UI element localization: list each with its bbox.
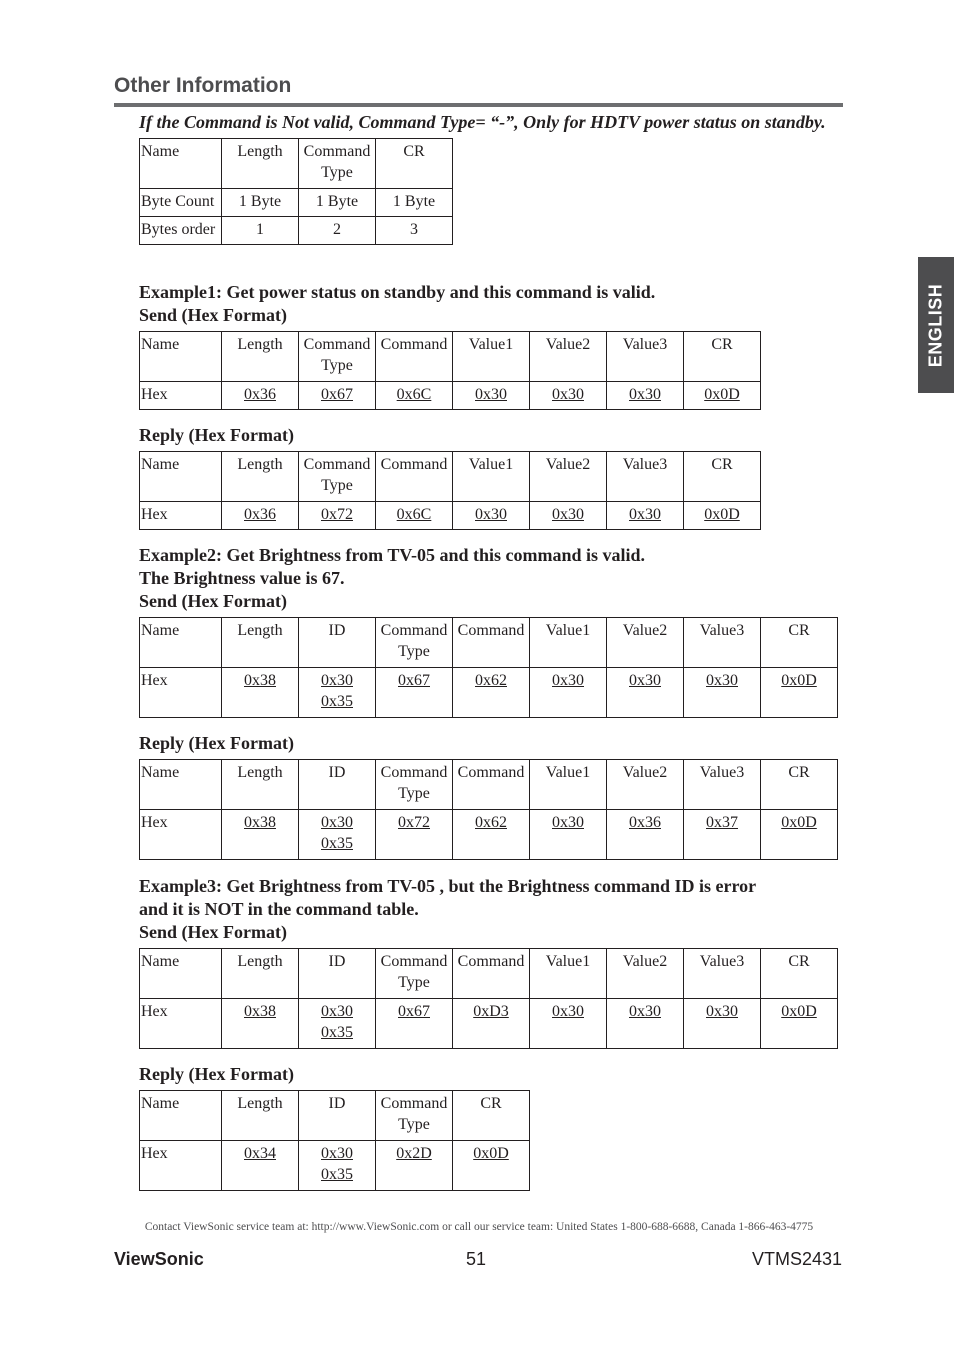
table-header-cell: ID [299, 949, 376, 999]
hex-value: 0x30 [321, 1003, 353, 1020]
hex-value: 0x38 [244, 814, 276, 831]
table-cell [453, 810, 530, 860]
hex-value: 0x30 [552, 814, 584, 831]
table-cell [376, 810, 453, 860]
table-cell [453, 502, 530, 530]
hex-value: 0x72 [321, 506, 353, 523]
table-cell [530, 999, 607, 1049]
hex-value: 0x30 [552, 386, 584, 403]
hex-value: 0x67 [398, 672, 430, 689]
table-header-cell: ID [299, 1091, 376, 1141]
example3-reply-table [139, 1090, 530, 1191]
table-header-cell: Value1 [530, 760, 607, 810]
hex-value: 0x67 [398, 1003, 430, 1020]
language-tab [918, 257, 954, 393]
table-cell [530, 502, 607, 530]
invalid-command-section [139, 111, 829, 245]
hex-value: 0x37 [706, 814, 738, 831]
table-header-cell: Name [140, 760, 222, 810]
table-header-cell: ID [299, 618, 376, 668]
hex-value: 0x30 [552, 1003, 584, 1020]
hex-value: 0x6C [396, 386, 432, 403]
table-header-cell: CR [453, 1091, 530, 1141]
table-cell [376, 668, 453, 718]
byte-order-table [139, 138, 453, 245]
table-cell [607, 502, 684, 530]
table-header-cell: Command Type [376, 949, 453, 999]
table-header-cell: Value2 [607, 760, 684, 810]
table-cell: Hex [140, 1141, 222, 1191]
example3-section [139, 875, 838, 1049]
example1-title: Example1: Get power status on standby and this command is valid. [139, 282, 656, 302]
table-cell [530, 810, 607, 860]
table-header-cell: Command Type [299, 139, 376, 189]
hex-value: 0x0D [781, 672, 817, 689]
hex-value: 0x30 [475, 506, 507, 523]
hex-value: 0x0D [704, 506, 740, 523]
table-cell [530, 668, 607, 718]
section-title: Other Information [114, 74, 292, 97]
table-cell [761, 999, 838, 1049]
table-cell [684, 668, 761, 718]
example3-reply-section [139, 1063, 530, 1191]
hex-value: 0x0D [781, 814, 817, 831]
hex-value: 0x62 [475, 672, 507, 689]
table-header-cell: Value2 [530, 452, 607, 502]
table-cell [684, 810, 761, 860]
example3-send-label: Send (Hex Format) [139, 922, 287, 942]
table-cell [222, 668, 299, 718]
footer-brand: ViewSonic [114, 1249, 204, 1269]
table-cell [299, 1141, 376, 1191]
table-cell: Hex [140, 810, 222, 860]
example2-send-table [139, 617, 838, 718]
table-header-cell: Length [222, 1091, 299, 1141]
hex-value: 0x36 [244, 506, 276, 523]
table-cell [299, 668, 376, 718]
table-header-cell: CR [761, 949, 838, 999]
hex-value: 0x30 [706, 672, 738, 689]
page-number: 51 [466, 1249, 487, 1269]
table-cell [299, 810, 376, 860]
table-header-cell: Name [140, 452, 222, 502]
hex-value: 0x38 [244, 672, 276, 689]
table-header-cell: Name [140, 618, 222, 668]
table-header-cell: Length [222, 618, 299, 668]
table-cell: Hex [140, 668, 222, 718]
table-cell [299, 502, 376, 530]
table-header-cell: Value3 [684, 949, 761, 999]
example2-send-label: Send (Hex Format) [139, 591, 287, 611]
table-header-cell: ID [299, 760, 376, 810]
hex-value: 0x2D [396, 1145, 432, 1162]
table-header-cell: Value1 [530, 949, 607, 999]
hex-value: 0x35 [321, 1024, 353, 1041]
hex-value: 0x30 [629, 506, 661, 523]
example2-section [139, 544, 838, 718]
table-cell [376, 1141, 453, 1191]
example2-reply-table [139, 759, 838, 860]
table-cell [222, 810, 299, 860]
table-cell [453, 999, 530, 1049]
table-cell [299, 999, 376, 1049]
table-cell [761, 668, 838, 718]
table-header-cell: Value2 [607, 949, 684, 999]
example2-reply-label: Reply (Hex Format) [139, 733, 294, 753]
example3-send-table [139, 948, 838, 1049]
table-header-cell: Command [376, 332, 453, 382]
table-header-cell: Command [453, 760, 530, 810]
table-cell [607, 668, 684, 718]
example1-send-table [139, 331, 761, 410]
example2-subtitle: The Brightness value is 67. [139, 568, 345, 588]
footer-contact: Contact ViewSonic service team at: http://www.ViewSonic.com or call our service team: United States 1-800-688-6688, Canada 1-866-463-4775 [144, 1221, 814, 1233]
hex-value: 0x36 [629, 814, 661, 831]
hex-value: 0x72 [398, 814, 430, 831]
example1-reply-label: Reply (Hex Format) [139, 425, 294, 445]
hex-value: 0x34 [244, 1145, 276, 1162]
table-header-cell: Length [222, 139, 299, 189]
table-header-cell: Value3 [684, 760, 761, 810]
hex-value: 0xD3 [473, 1003, 509, 1020]
hex-value: 0x30 [552, 506, 584, 523]
model-name: VTMS2431 [751, 1249, 842, 1269]
hex-value: 0x62 [475, 814, 507, 831]
table-header-cell: Name [140, 332, 222, 382]
table-header-cell: Command [453, 618, 530, 668]
table-cell [453, 1141, 530, 1191]
hex-value: 0x30 [475, 386, 507, 403]
table-header-cell: Value1 [453, 452, 530, 502]
table-cell [530, 382, 607, 410]
example3-title-line2: and it is NOT in the command table. [139, 899, 419, 919]
table-header-cell: Value2 [607, 618, 684, 668]
table-cell [376, 382, 453, 410]
hex-value: 0x38 [244, 1003, 276, 1020]
table-header-cell: CR [761, 618, 838, 668]
example1-send-label: Send (Hex Format) [139, 305, 287, 325]
table-cell [222, 999, 299, 1049]
table-header-cell: Command Type [299, 332, 376, 382]
table-header-cell: Name [140, 139, 222, 189]
table-cell: 3 [376, 217, 453, 245]
table-header-cell: CR [761, 760, 838, 810]
invalid-command-note: If the Command is Not valid, Command Type= “-”, Only for HDTV power status on standby. [139, 112, 826, 132]
table-cell [607, 382, 684, 410]
hex-value: 0x30 [629, 386, 661, 403]
hex-value: 0x67 [321, 386, 353, 403]
table-cell: Bytes order [140, 217, 222, 245]
table-header-cell: Name [140, 949, 222, 999]
table-cell: 1 Byte [376, 189, 453, 217]
language-tab-label: ENGLISH [925, 283, 946, 367]
section-divider [114, 103, 843, 107]
table-cell: 2 [299, 217, 376, 245]
table-cell: Byte Count [140, 189, 222, 217]
hex-value: 0x0D [781, 1003, 817, 1020]
table-header-cell: Value2 [530, 332, 607, 382]
table-cell [376, 502, 453, 530]
hex-value: 0x30 [629, 1003, 661, 1020]
hex-value: 0x0D [704, 386, 740, 403]
table-header-cell: CR [684, 452, 761, 502]
table-header-cell: Value3 [607, 332, 684, 382]
table-header-cell: Value1 [453, 332, 530, 382]
table-cell [607, 810, 684, 860]
hex-value: 0x30 [321, 814, 353, 831]
table-header-cell: Value1 [530, 618, 607, 668]
table-cell [376, 999, 453, 1049]
table-cell: Hex [140, 382, 222, 410]
table-cell [222, 502, 299, 530]
table-cell: 1 [222, 217, 299, 245]
table-header-cell: Value3 [684, 618, 761, 668]
table-cell [607, 999, 684, 1049]
hex-value: 0x30 [706, 1003, 738, 1020]
example3-reply-label: Reply (Hex Format) [139, 1064, 294, 1084]
table-header-cell: Value3 [607, 452, 684, 502]
example2-reply-section [139, 732, 838, 860]
table-header-cell: Command Type [299, 452, 376, 502]
table-cell [684, 999, 761, 1049]
table-header-cell: Command Type [376, 618, 453, 668]
table-cell [222, 1141, 299, 1191]
hex-value: 0x35 [321, 1166, 353, 1183]
example1-section [139, 281, 761, 410]
table-cell [299, 382, 376, 410]
table-cell [222, 382, 299, 410]
table-cell: 1 Byte [222, 189, 299, 217]
table-header-cell: Command Type [376, 1091, 453, 1141]
hex-value: 0x35 [321, 835, 353, 852]
example2-title: Example2: Get Brightness from TV-05 and this command is valid. [139, 545, 646, 565]
table-header-cell: Name [140, 1091, 222, 1141]
hex-value: 0x6C [396, 506, 432, 523]
hex-value: 0x0D [473, 1145, 509, 1162]
hex-value: 0x30 [552, 672, 584, 689]
hex-value: 0x30 [629, 672, 661, 689]
hex-value: 0x30 [321, 1145, 353, 1162]
table-header-cell: Length [222, 332, 299, 382]
table-cell [453, 382, 530, 410]
example1-reply-table [139, 451, 761, 530]
table-header-cell: Length [222, 760, 299, 810]
table-cell: Hex [140, 502, 222, 530]
table-cell: 1 Byte [299, 189, 376, 217]
table-cell [453, 668, 530, 718]
table-cell [761, 810, 838, 860]
example1-reply-section [139, 424, 761, 530]
hex-value: 0x35 [321, 693, 353, 710]
table-header-cell: CR [376, 139, 453, 189]
table-cell: Hex [140, 999, 222, 1049]
table-header-cell: Command [453, 949, 530, 999]
table-header-cell: CR [684, 332, 761, 382]
table-header-cell: Length [222, 949, 299, 999]
table-cell [684, 382, 761, 410]
example3-title: Example3: Get Brightness from TV-05 , but the Brightness command ID is error [139, 876, 757, 896]
hex-value: 0x30 [321, 672, 353, 689]
table-header-cell: Command [376, 452, 453, 502]
table-header-cell: Command Type [376, 760, 453, 810]
hex-value: 0x36 [244, 386, 276, 403]
table-cell [684, 502, 761, 530]
table-header-cell: Length [222, 452, 299, 502]
